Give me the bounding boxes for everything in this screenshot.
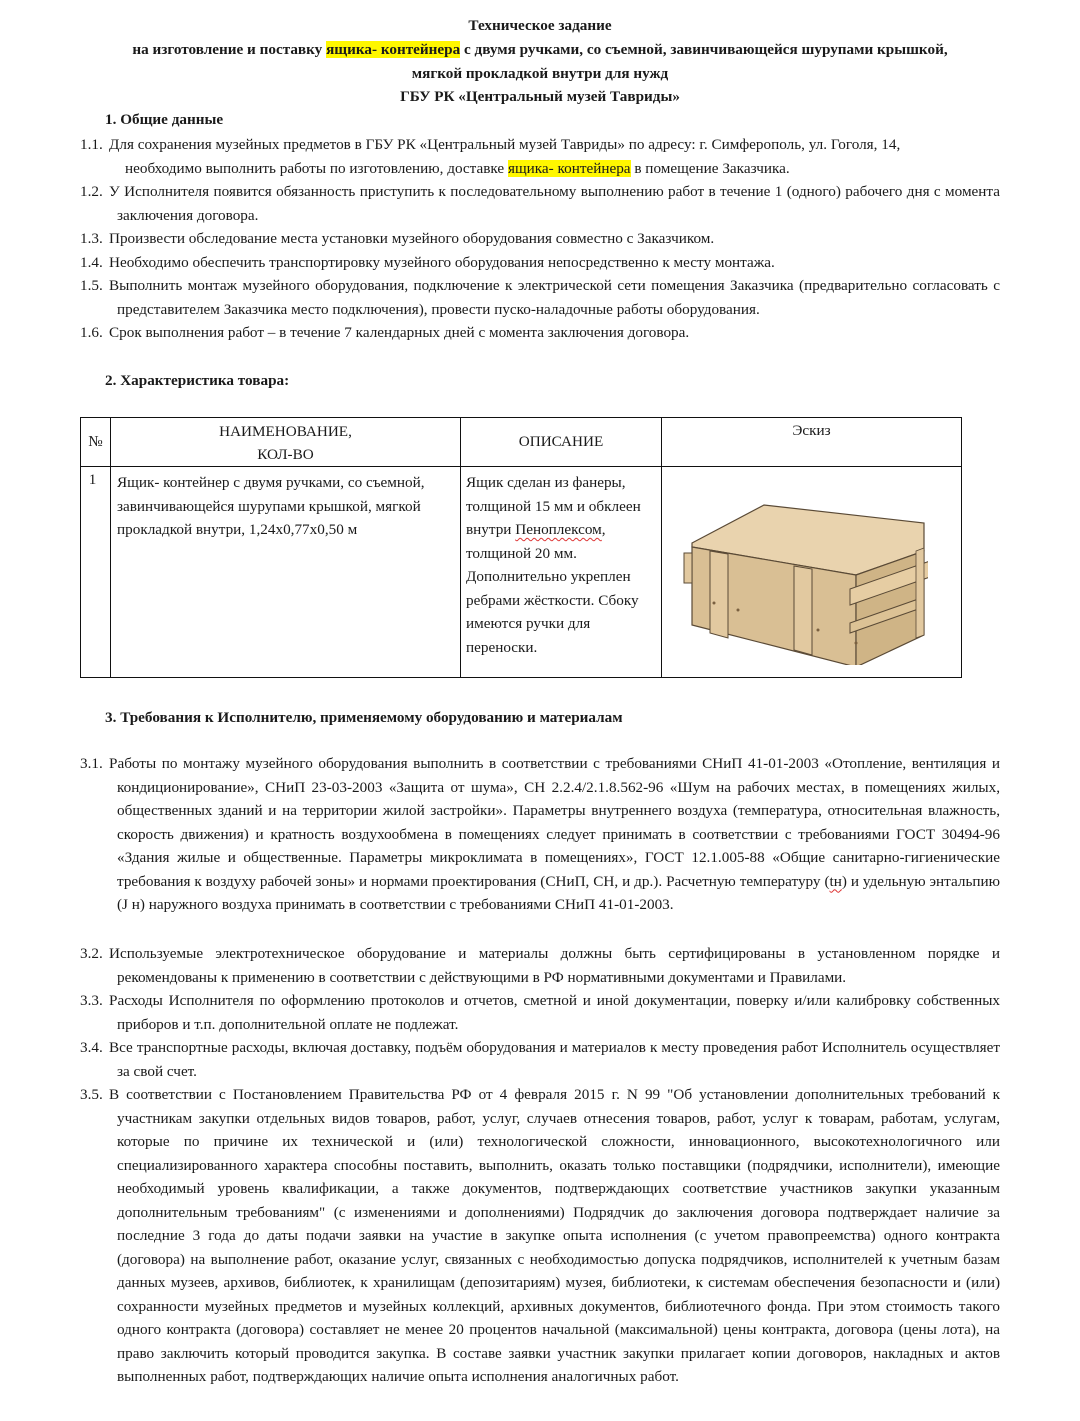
wooden-crate-image (678, 495, 928, 665)
item-text: У Исполнителя появится обязанность приступить к последовательному выполнению работ в течение 1 (одного) рабочего дня с момента заключения договора. (109, 183, 1000, 224)
item-text: Срок выполнения работ – в течение 7 календарных дней с момента заключения договора. (109, 324, 690, 341)
section-2-heading: 2. Характеристика товара: (105, 372, 290, 389)
document-subtitle-line2: мягкой прокладкой внутри для нужд (411, 65, 669, 82)
list-item (80, 251, 1000, 275)
list-item (80, 989, 1000, 1036)
list-item (80, 274, 1000, 321)
list-item (80, 180, 1000, 227)
organization-name: ГБУ РК «Центральный музей Тавриды» (400, 88, 680, 105)
subtitle-text: на изготовление и поставку (132, 41, 327, 58)
item-number: 3.1. (80, 755, 103, 772)
document-subtitle (0, 38, 1080, 62)
item-number: 3.2. (80, 945, 103, 962)
item-text: Произвести обследование места установки музейного оборудования совместно с Заказчиком. (109, 230, 715, 247)
highlighted-term: ящика- контейнера (507, 159, 631, 177)
item-number: 1.3. (80, 230, 103, 247)
subtitle-text: с двумя ручками, со съемной, завинчивающейся шурупами крышкой, (460, 41, 948, 58)
section-3-heading: 3. Требования к Исполнителю, применяемому оборудованию и материалам (105, 709, 623, 726)
item-number: 1.4. (80, 254, 103, 271)
list-item (80, 1036, 1000, 1083)
table-row (81, 467, 962, 678)
product-spec-table (80, 417, 962, 678)
item-number: 1.6. (80, 324, 103, 341)
item-text: в помещение Заказчика. (630, 159, 790, 177)
spellcheck-word: tн (829, 872, 842, 890)
item-text: ) и удельную энтальпию (J н) наружного воздуха принимать в соответствии с требованиями СНиП 41-01-2003. (117, 872, 1000, 913)
table-header-row (81, 418, 962, 467)
document-title: Техническое задание (468, 17, 612, 34)
cell-description (461, 467, 662, 678)
item-number: 1.5. (80, 277, 103, 294)
description-text: , толщиной 20 мм. Дополнительно укреплен ребрами жёсткости. Сбоку имеются ручки для переноски. (466, 521, 639, 656)
list-item (80, 133, 1000, 180)
item-number: 1.1. (80, 136, 103, 153)
item-number: 3.5. (80, 1086, 103, 1103)
item-text: необходимо выполнить работы по изготовлению, доставке (125, 159, 508, 177)
list-item (80, 321, 1000, 345)
item-text: Необходимо обеспечить транспортировку музейного оборудования непосредственно к месту монтажа. (109, 254, 775, 271)
list-item (80, 1083, 1000, 1389)
list-item (80, 752, 1000, 917)
header-name (111, 418, 461, 467)
item-text: Все транспортные расходы, включая доставку, подъём оборудования и материалов к месту проведения работ Исполнитель осуществляет за свой счет. (109, 1039, 1000, 1080)
header-name-line1: НАИМЕНОВАНИЕ, (219, 423, 352, 440)
header-number: № (81, 418, 111, 467)
item-text: Для сохранения музейных предметов в ГБУ РК «Центральный музей Тавриды» по адресу: г. Симферополь, ул. Гоголя, 14, (109, 136, 901, 153)
header-name-line2: КОЛ-ВО (257, 446, 314, 463)
cell-number: 1 (81, 467, 111, 678)
item-number: 3.4. (80, 1039, 103, 1056)
item-text: Работы по монтажу музейного оборудования выполнить в соответствии с требованиями СНиП 41-01-2003 «Отопление, вентиляция и кондиционирование», СНиП 23-03-2003 «Защита от шума», СН 2.2.4/2.1.8.562-96 «Шум на рабочих местах, в помещениях жилых, общественных зданий и на территории жилой застройки». Параметры внутреннего воздуха (температура, относительная влажность, скорость движения) и кратность воздухообмена в помещениях следует принимать в соответствии с требованиями ГОСТ 30494-96 «Здания жилые и общественные. Параметры микроклимата в помещениях», ГОСТ 12.1.005-88 «Общие санитарно-гигиенические требования к воздуху рабочей зоны» и нормами проектирования (СНиП, СН, и др.). Расчетную температуру ( (109, 755, 1000, 890)
item-text: Используемые электротехническое оборудование и материалы должны быть сертифицированы в установленном порядке и рекомендованы к применению в соответствии с действующими в РФ нормативными документами и Правилами. (109, 945, 1000, 986)
header-description: ОПИСАНИЕ (461, 418, 662, 467)
item-text: В соответствии с Постановлением Правительства РФ от 4 февраля 2015 г. N 99 "Об установлении дополнительных требований к участникам закупки отдельных видов товаров, работ, услуг, случаев отнесения товаров, работ, услуг к товарам, работам, услугам, которые по причине их технической и (или) технологической сложности, инновационного, высокотехнологичного или специализированного характера способны поставить, выполнить, оказать только поставщики (подрядчики, исполнители), имеющие необходимый уровень квалификации, а также документов, подтверждающих соответствие участников закупки указанным дополнительным требованиям" (с изменениями и дополнениями) Подрядчик до заключения договора подтверждает наличие за последние 3 года до даты подачи заявки на участие в закупке опыта исполнения (с учетом правопреемства) одного контракта (договора) на выполнение работ, оказание услуг, связанных с необходимостью допуска подрядчиков, исполнителей к учетным базам данных музеев, архивов, библиотек, к хранилищам (депозитариям) музея, библиотеки, к системам обеспечения безопасности и (или) сохранности музейных предметов и музейных коллекций, архивных документов, библиотечного фонда. При этом стоимость такого одного контракта (договора) составляет не менее 20 процентов начальной (максимальной) цены контракта, договора (цены лота), на право заключить который проводится закупка. В составе заявки участник закупки прилагает копии договоров, накладных и актов выполненных работ, подтверждающих наличие опыта исполнения аналогичных работ. (109, 1086, 1000, 1385)
header-sketch: Эскиз (662, 418, 962, 467)
item-number: 1.2. (80, 183, 103, 200)
item-text: Выполнить монтаж музейного оборудования, подключение к электрической сети помещения Заказчика (предварительно согласовать с представителем Заказчика место подключения), провести пуско-наладочные работы оборудования. (109, 277, 1000, 318)
section-1-heading: 1. Общие данные (105, 111, 224, 128)
cell-name: Ящик- контейнер с двумя ручками, со съемной, завинчивающейся шурупами крышкой, мягкой прокладкой внутри, 1,24х0,77х0,50 м (111, 467, 461, 678)
item-text: Расходы Исполнителя по оформлению протоколов и отчетов, сметной и иной документации, поверку и/или калибровку собственных приборов и т.п. дополнительной оплате не подлежат. (109, 992, 1000, 1033)
cell-sketch (662, 467, 962, 678)
list-item (80, 227, 1000, 251)
highlighted-term: ящика- контейнера (326, 41, 461, 58)
description-text: Ящик сделан из фанеры, толщиной 15 мм и обклеен внутри (466, 474, 641, 538)
item-number: 3.3. (80, 992, 103, 1009)
list-item (80, 942, 1000, 989)
spellcheck-word: Пеноплексом (515, 521, 602, 538)
